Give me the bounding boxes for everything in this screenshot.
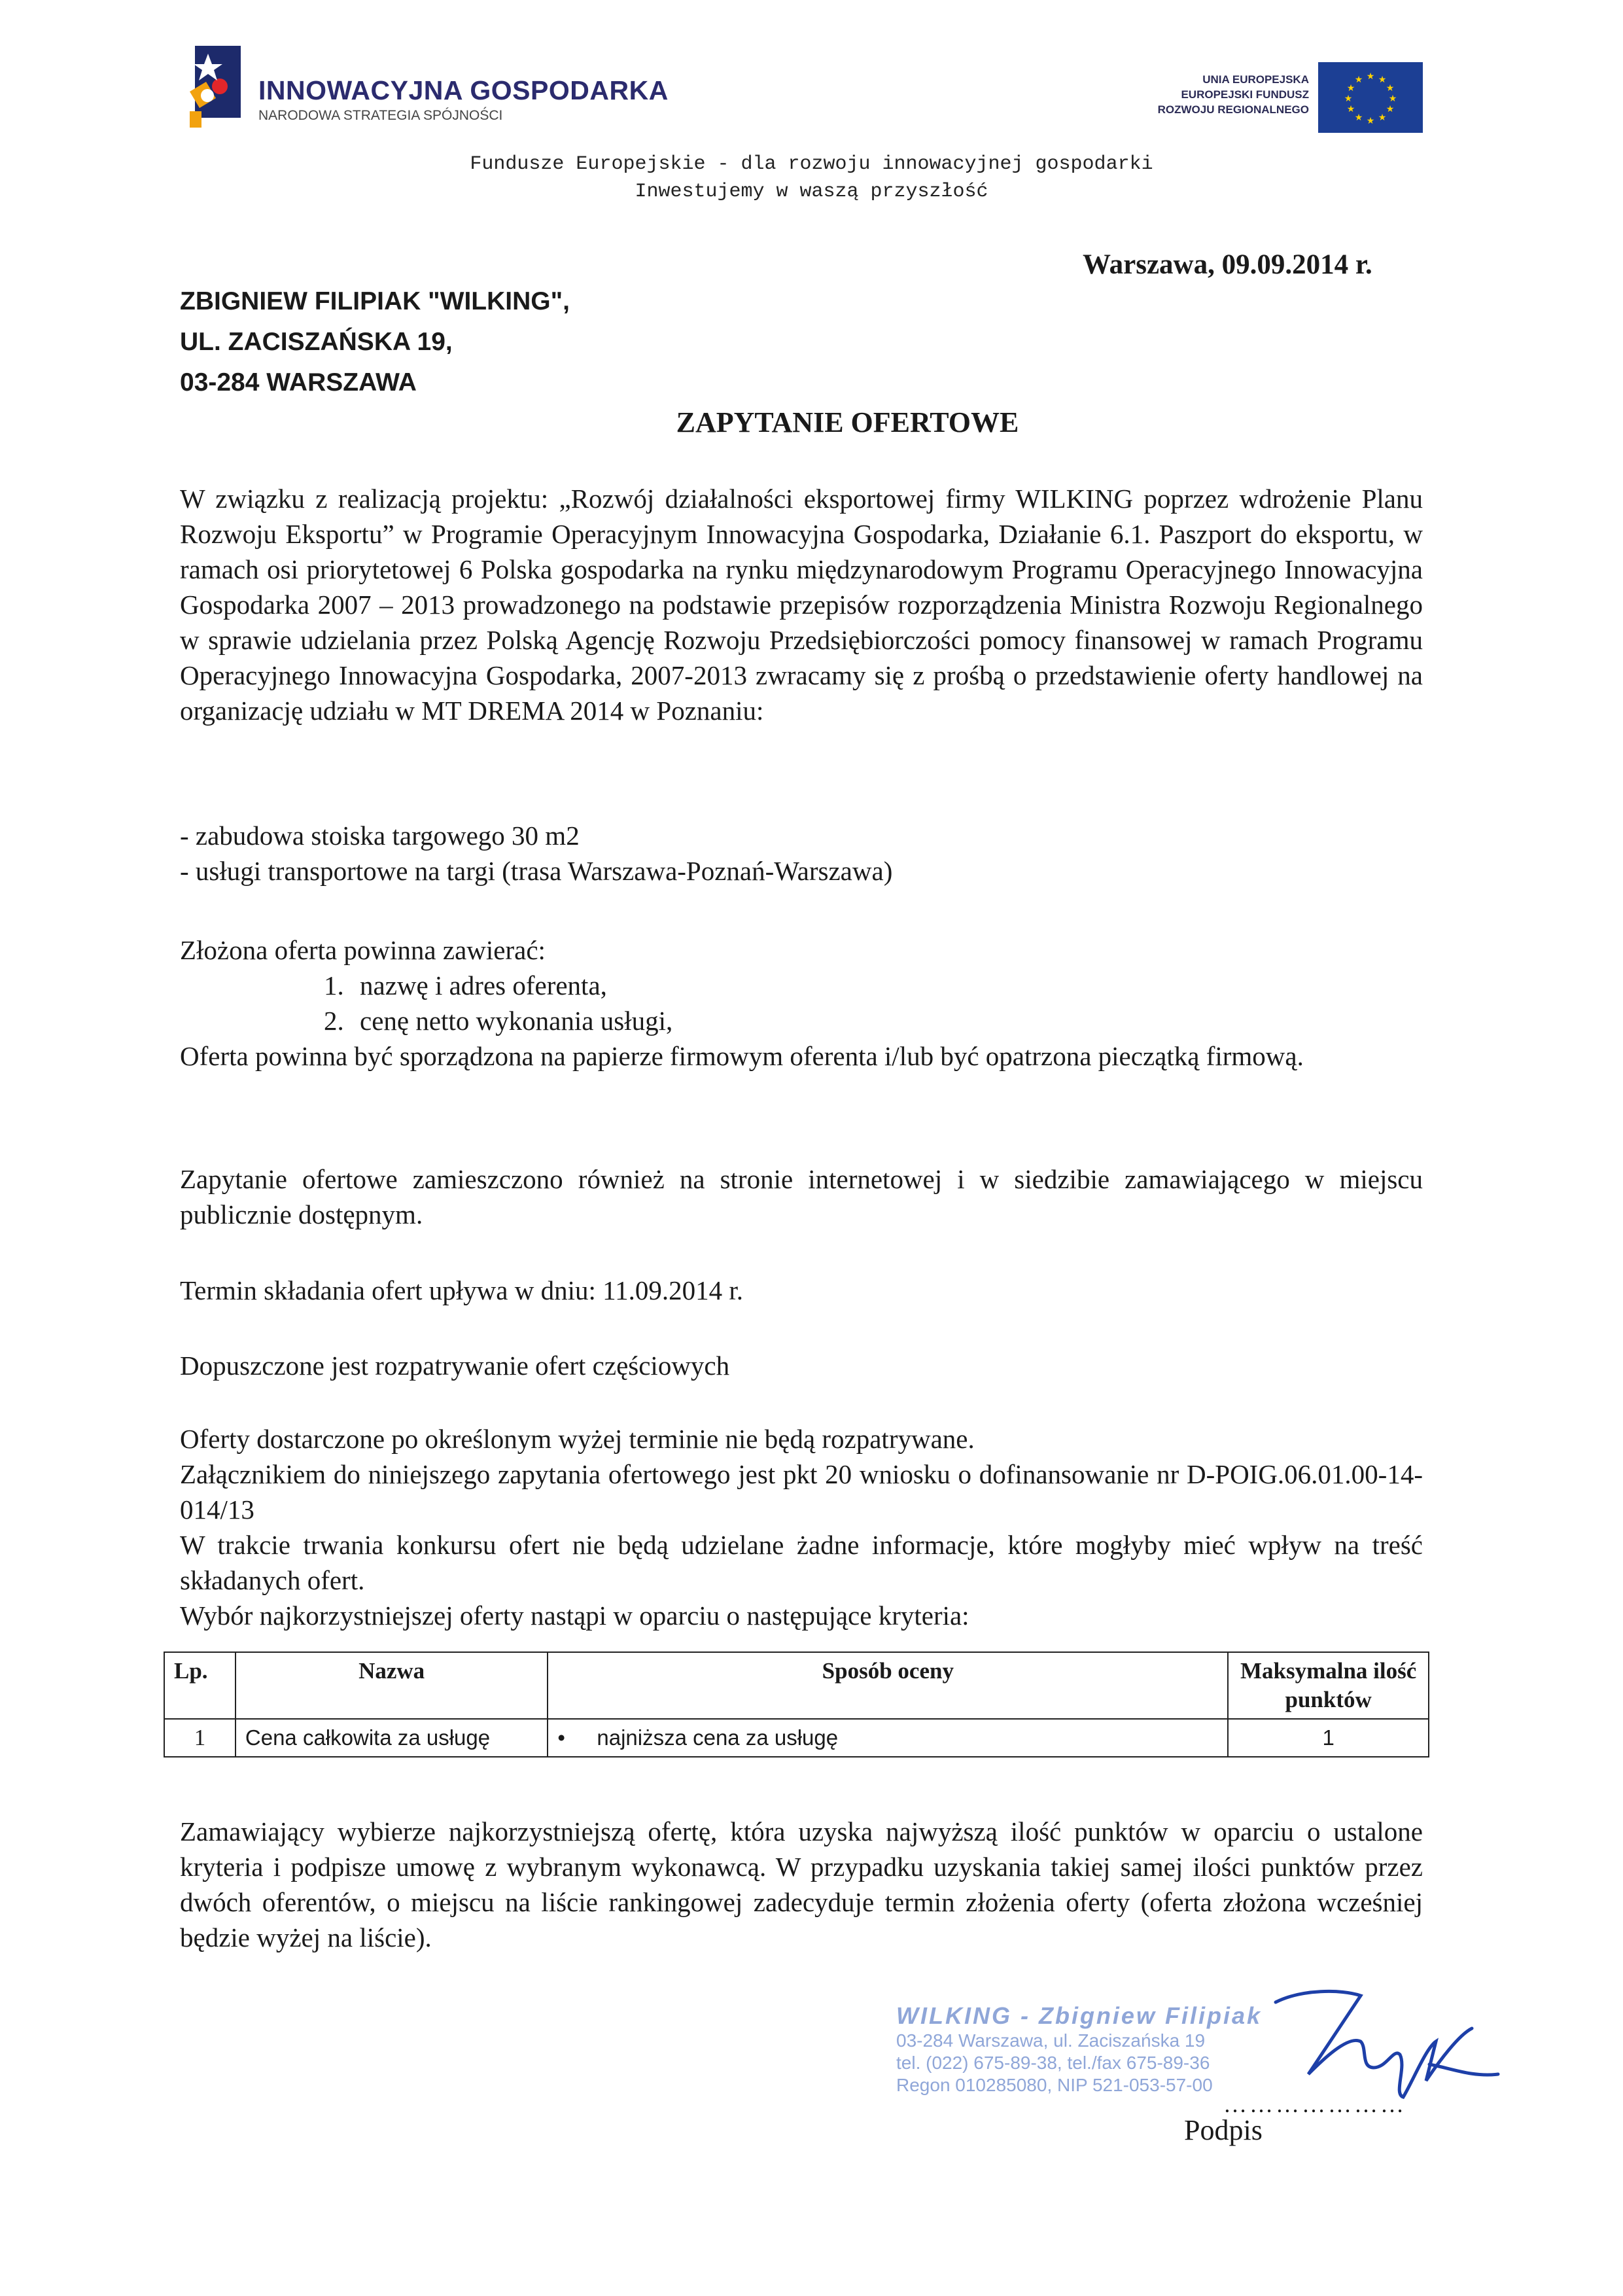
intro-paragraph: W związku z realizacją projektu: „Rozwój działalności eksportowej firmy WILKING poprzez wdrożenie Planu Rozwoju Eksportu” w Programie Operacyjnym Innowacyjna Gospodarka, Działanie 6.1. Paszport do eksportu, w ramach osi priorytetowej 6 Polska gospodarka na rynku międzynarodowym Programu Operacyjnego Innowacyjna Gospodarka 2007 – 2013 prowadzonego na podstawie przepisów rozporządzenia Ministra Rozwoju Regionalnego w sprawie udzielania przez Polską Agencję Rozwoju Przedsiębiorczości pomocy finansowej w ramach Programu Operacyjnego Innowacyjna Gospodarka, 2007-2013 zwracamy się z prośbą o przedstawienie oferty handlowej na organizację udziału w MT DREMA 2014 w Poznaniu: bbox=[180, 484, 1423, 726]
svg-text:★: ★ bbox=[1386, 83, 1395, 94]
stamp-line: Regon 010285080, NIP 521-053-57-00 bbox=[896, 2075, 1213, 2095]
closing-paragraph: Zamawiający wybierze najkorzystniejszą ofertę, która uzyska najwyższą ilość punktów w oparciu o ustalone kryteria i podpisze umowę z wybranym wykonawcą. W przypadku uzyskania takiej samej ilości punktów przez dwóch oferentów, o miejscu na liście rankingowej zadecyduje termin złożenia oferty (oferta złożona wcześniej będzie wyżej na liście). bbox=[180, 1816, 1423, 1952]
cell-method-text: najniższa cena za usługę bbox=[597, 1725, 839, 1750]
signature-label: Podpis bbox=[1184, 2114, 1263, 2146]
table-row bbox=[164, 1719, 1429, 1757]
signature-line: ………………… bbox=[1223, 2091, 1406, 2117]
table-header-row bbox=[164, 1652, 1429, 1719]
program-name: INNOWACYJNA GOSPODARKA bbox=[258, 75, 669, 105]
cell-method bbox=[548, 1719, 1228, 1757]
offer-contents-heading: Złożona oferta powinna zawierać: bbox=[180, 935, 546, 965]
list-text: cenę netto wykonania usługi, bbox=[360, 1006, 673, 1036]
header-lp: Lp. bbox=[164, 1652, 236, 1719]
svg-text:★: ★ bbox=[1346, 104, 1355, 115]
cell-max-points: 1 bbox=[1228, 1719, 1429, 1757]
service-item: - zabudowa stoiska targowego 30 m2 bbox=[180, 821, 580, 851]
cell-name: Cena całkowita za usługę bbox=[236, 1719, 548, 1757]
attachment-note: Załącznikiem do niniejszego zapytania ofertowego jest pkt 20 wniosku o dofinansowanie nr D-POIG.06.01.00-14-014/13 bbox=[180, 1459, 1423, 1525]
svg-text:★: ★ bbox=[1366, 116, 1375, 126]
svg-text:★: ★ bbox=[1344, 94, 1353, 104]
service-item: - usługi transportowe na targi (trasa Warszawa-Poznań-Warszawa) bbox=[180, 856, 893, 886]
innowacyjna-gospodarka-logo bbox=[177, 46, 255, 131]
stamp-line: WILKING - Zbigniew Filipiak bbox=[896, 2002, 1262, 2029]
svg-text:★: ★ bbox=[1378, 75, 1387, 85]
handwritten-signature bbox=[1263, 1976, 1511, 2107]
motto-line: Inwestujemy w waszą przyszłość bbox=[635, 181, 988, 203]
criteria-table bbox=[164, 1651, 1429, 1757]
list-item bbox=[324, 1003, 672, 1038]
document-title: ZAPYTANIE OFERTOWE bbox=[676, 406, 1019, 438]
program-subtitle: NARODOWA STRATEGIA SPÓJNOŚCI bbox=[258, 108, 503, 123]
late-offers-note: Oferty dostarczone po określonym wyżej terminie nie będą rozpatrywane. bbox=[180, 1424, 975, 1454]
svg-text:★: ★ bbox=[1388, 94, 1397, 104]
deadline-note: Termin składania ofert upływa w dniu: 11.09.2014 r. bbox=[180, 1275, 743, 1305]
eu-line: EUROPEJSKI FUNDUSZ bbox=[1181, 88, 1309, 101]
services-list bbox=[180, 818, 892, 889]
list-number: 2. bbox=[324, 1006, 344, 1036]
svg-text:★: ★ bbox=[1354, 75, 1363, 85]
list-text: nazwę i adres oferenta, bbox=[360, 970, 607, 1000]
offer-contents-list bbox=[324, 968, 672, 1038]
cell-lp: 1 bbox=[164, 1719, 236, 1757]
svg-text:★: ★ bbox=[1378, 113, 1387, 123]
eu-label bbox=[1158, 72, 1309, 117]
eu-line: ROZWOJU REGIONALNEGO bbox=[1157, 103, 1309, 116]
list-item bbox=[324, 968, 672, 1003]
stamp-line: 03-284 Warszawa, ul. Zaciszańska 19 bbox=[896, 2030, 1206, 2051]
svg-text:★: ★ bbox=[1366, 71, 1375, 82]
sender-address bbox=[180, 281, 570, 403]
svg-text:★: ★ bbox=[1386, 104, 1395, 115]
svg-text:★: ★ bbox=[1354, 113, 1363, 123]
document-date: Warszawa, 09.09.2014 r. bbox=[1083, 249, 1372, 280]
address-line: ZBIGNIEW FILIPIAK "WILKING", bbox=[180, 287, 570, 315]
offer-preparation: Oferta powinna być sporządzona na papierze firmowym oferenta i/lub być opatrzona pieczątką firmową. bbox=[180, 1041, 1304, 1071]
address-line: 03-284 WARSZAWA bbox=[180, 368, 417, 397]
eu-line: UNIA EUROPEJSKA bbox=[1202, 73, 1309, 86]
eu-flag-icon bbox=[1318, 62, 1423, 133]
motto-line: Fundusze Europejskie - dla rozwoju innowacyjnej gospodarki bbox=[470, 153, 1153, 175]
partial-offers-note: Dopuszczone jest rozpatrywanie ofert częściowych bbox=[180, 1351, 730, 1381]
bullet-icon: • bbox=[557, 1725, 565, 1750]
list-number: 1. bbox=[324, 970, 344, 1000]
svg-text:★: ★ bbox=[1346, 83, 1355, 94]
stamp-line: tel. (022) 675-89-38, tel./fax 675-89-36 bbox=[896, 2053, 1210, 2073]
publication-note: Zapytanie ofertowe zamieszczono również na stronie internetowej i w siedzibie zamawiającego w miejscu publicznie dostępnym. bbox=[180, 1164, 1423, 1229]
header-method: Sposób oceny bbox=[548, 1652, 1228, 1719]
no-info-note: W trakcie trwania konkursu ofert nie będą udzielane żadne informacje, które mogłyby mieć wpływ na treść składanych ofert. bbox=[180, 1530, 1423, 1595]
address-line: UL. ZACISZAŃSKA 19, bbox=[180, 328, 453, 356]
conditions-block bbox=[180, 1421, 1423, 1633]
header-max-points: Maksymalna ilość punktów bbox=[1228, 1652, 1429, 1719]
motto bbox=[0, 150, 1623, 205]
header-name: Nazwa bbox=[236, 1652, 548, 1719]
criteria-intro: Wybór najkorzystniejszej oferty nastąpi w oparciu o następujące kryteria: bbox=[180, 1600, 969, 1631]
